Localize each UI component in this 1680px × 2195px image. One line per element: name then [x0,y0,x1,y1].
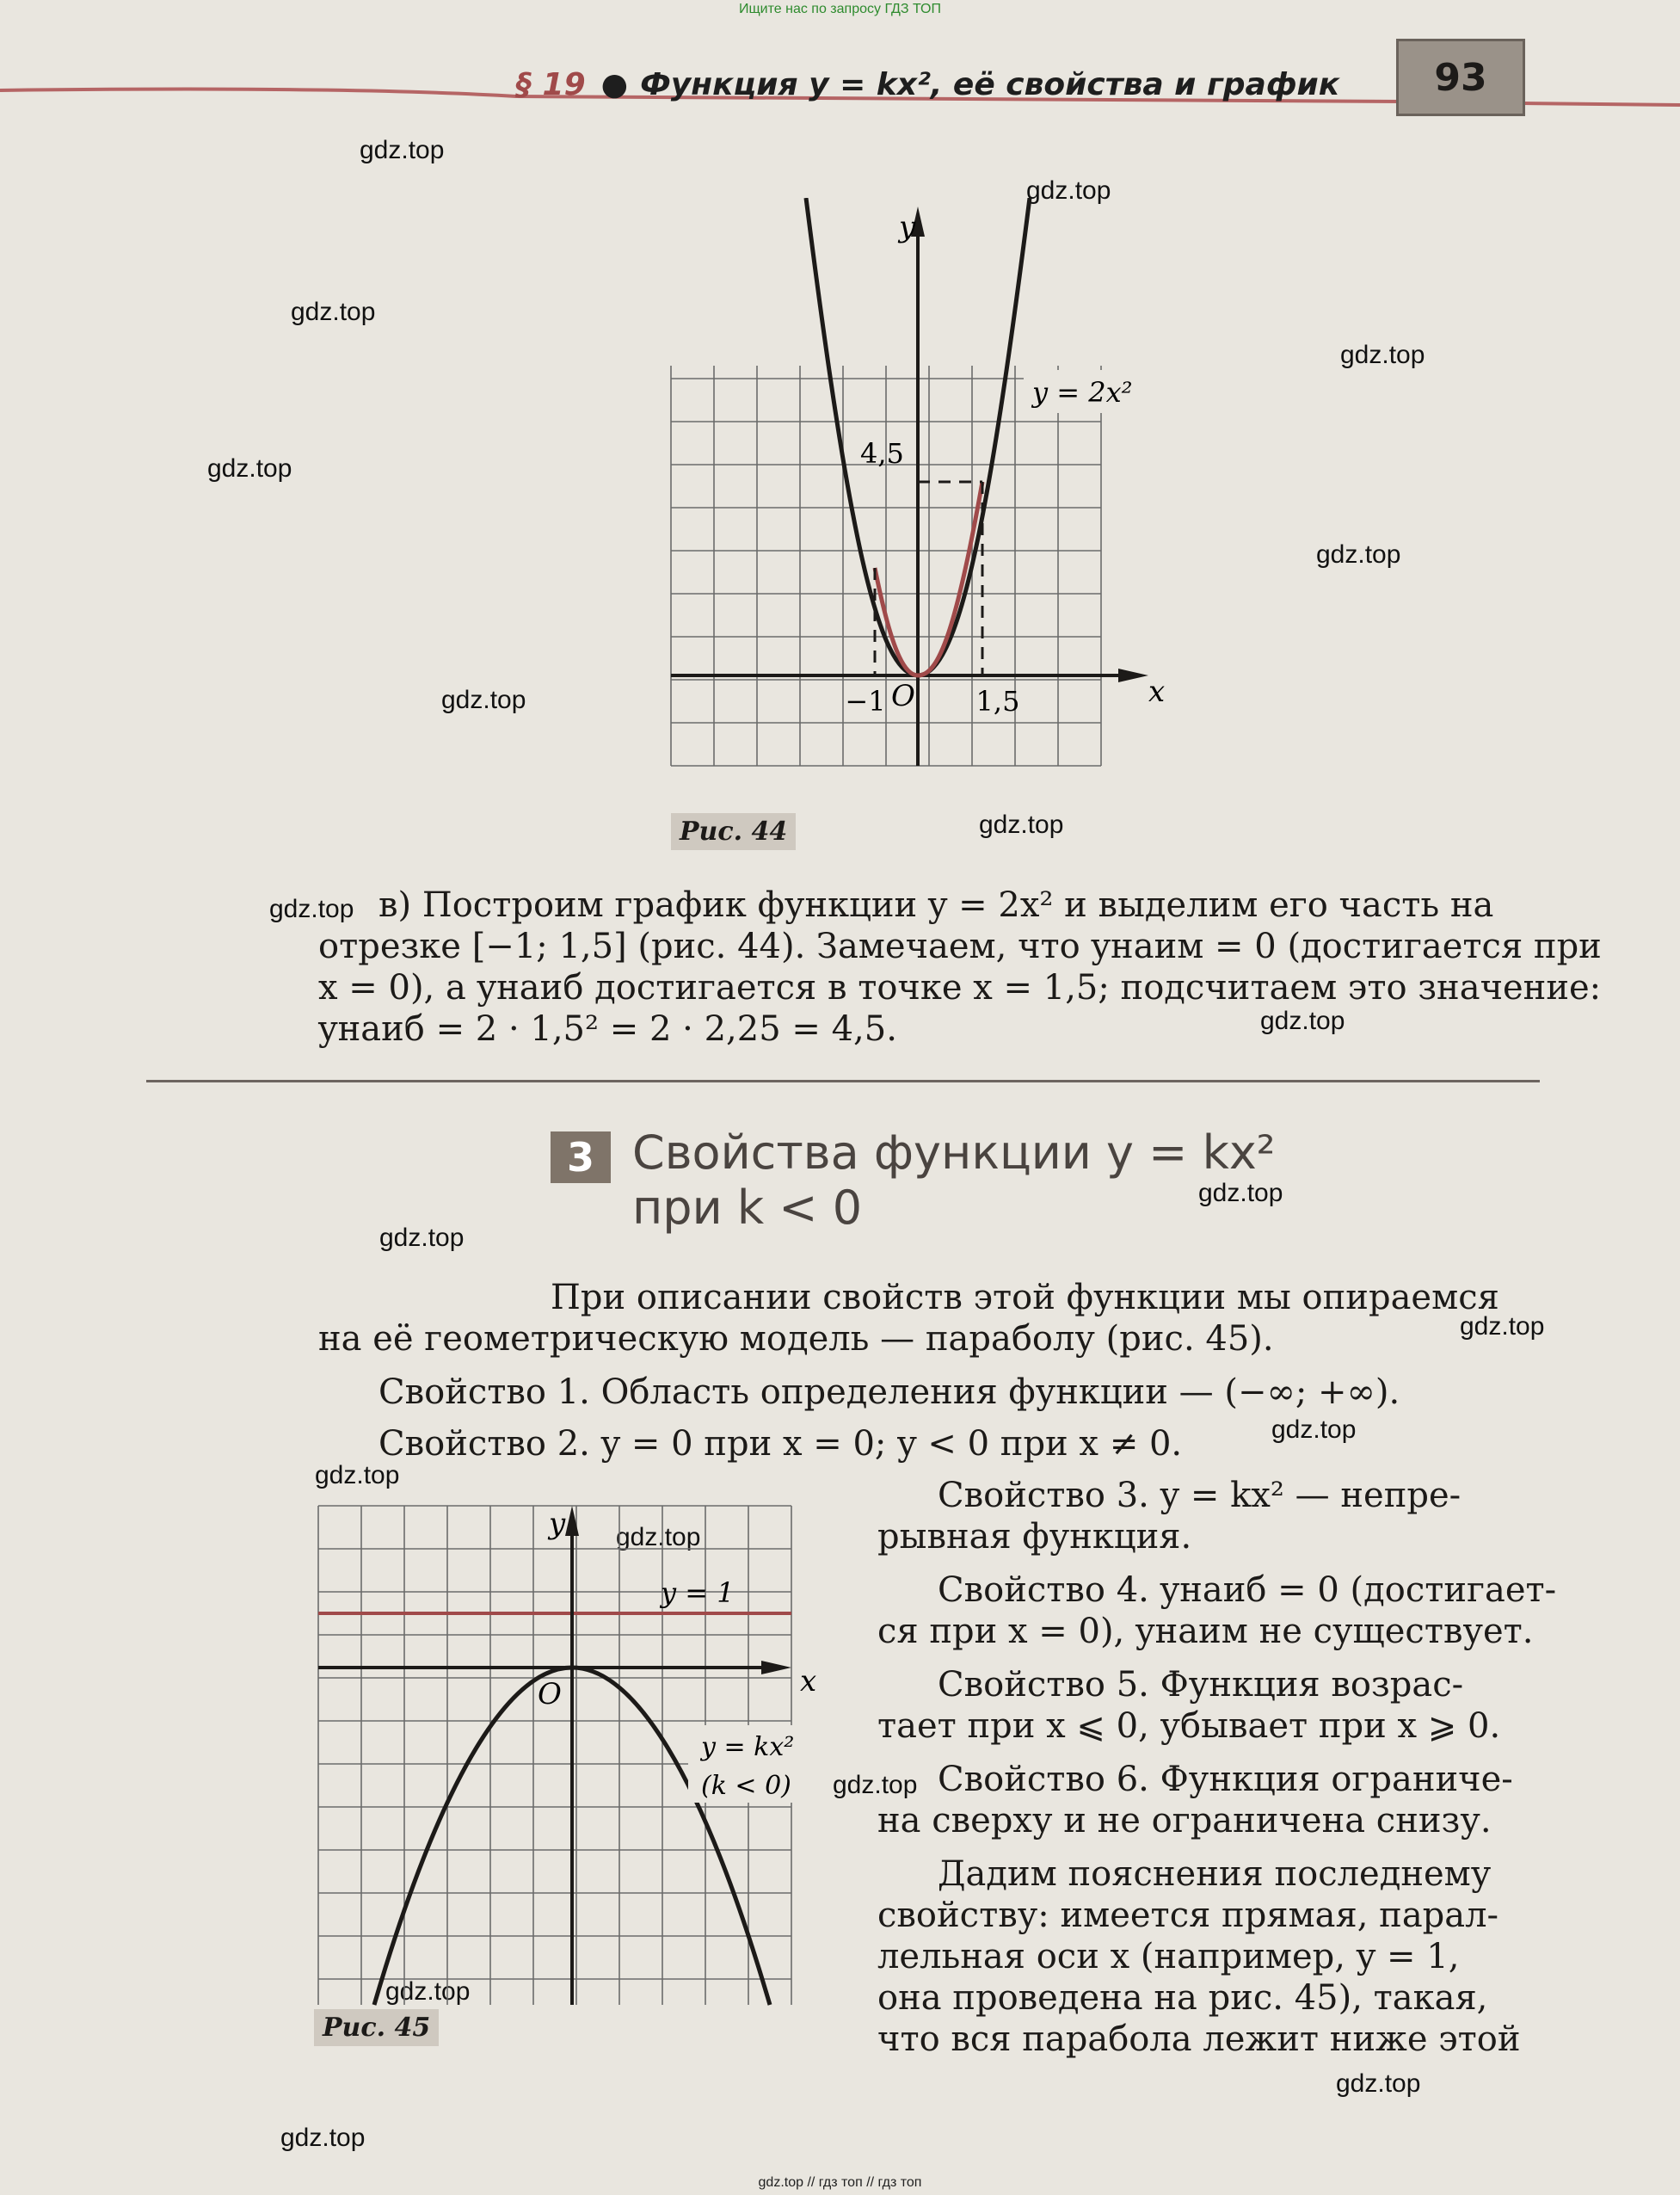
para-v-line1: в) Построим график функции y = 2x² и выделим его часть на [378,885,1494,925]
bottom-watermark-banner: gdz.top // гдз топ // гдз топ [758,2175,922,2190]
watermark-tag: gdz.top [1336,2069,1421,2098]
fig44-45: 4,5 [860,437,904,470]
property-4b: ся при x = 0), yнаим не существует. [877,1612,1534,1651]
property-3b: рывная функция. [877,1517,1192,1557]
fig45-y-label: y [549,1507,566,1541]
property-3a: Свойство 3. y = kx² — непре- [938,1476,1462,1515]
fig44-x-label: x [1148,675,1166,709]
watermark-tag: gdz.top [1026,176,1111,205]
intro-line1: При описании свойств этой функции мы опираемся [551,1278,1499,1317]
fig45-x-label: x [800,1664,817,1699]
top-watermark-banner: Ищите нас по запросу ГДЗ ТОП [739,2,941,16]
explain-line2: свойству: имеется прямая, парал- [877,1896,1499,1935]
watermark-tag: gdz.top [291,298,376,326]
fig44-origin: O [891,679,915,713]
watermark-tag: gdz.top [207,454,292,483]
watermark-tag: gdz.top [1271,1415,1357,1444]
header-title: Функция y = kx², её свойства и график [640,67,1340,102]
fig45-curve-label2: (k < 0) [701,1771,791,1801]
watermark-tag: gdz.top [1260,1007,1345,1035]
section-3-title-line1: Свойства функции y = kx² [632,1125,1276,1180]
fig44-15: 1,5 [975,685,1020,718]
fig45-line-label: y = 1 [661,1576,735,1609]
property-5a: Свойство 5. Функция возрас- [938,1665,1464,1705]
watermark-tag: gdz.top [280,2124,366,2152]
fig44-grid [671,366,1101,766]
watermark-tag: gdz.top [616,1523,701,1551]
property-4a: Свойство 4. yнаиб = 0 (достигает- [938,1570,1557,1610]
explain-line1: Дадим пояснения последнему [938,1854,1492,1894]
section-3-title-line2: при k < 0 [632,1181,863,1235]
watermark-tag: gdz.top [1316,540,1401,569]
watermark-tag: gdz.top [1460,1312,1545,1341]
watermark-tag: gdz.top [269,895,354,923]
section-3-badge: 3 [551,1131,611,1183]
fig44-caption: Рис. 44 [671,813,796,850]
page-number: 93 [1396,39,1525,116]
explain-line3: лельная оси x (например, y = 1, [877,1937,1460,1976]
fig44-curve-label: y = 2x² [1032,376,1133,409]
para-v-line3: x = 0), а yнаиб достигается в точке x = 1,5; подсчитаем это значение: [318,968,1602,1008]
figure-44 [654,198,1187,783]
watermark-tag: gdz.top [833,1771,918,1799]
section-number: § 19 [516,67,586,102]
watermark-tag: gdz.top [315,1461,400,1489]
property-1: Свойство 1. Область определения функции — (−∞; +∞). [378,1372,1400,1412]
section-divider [146,1080,1540,1082]
watermark-tag: gdz.top [379,1224,465,1252]
header-bullet: ● [600,67,629,102]
property-2: Свойство 2. y = 0 при x = 0; y < 0 при x ≠ 0. [378,1424,1183,1464]
fig45-origin: O [538,1677,562,1711]
watermark-tag: gdz.top [1340,341,1425,369]
watermark-tag: gdz.top [1198,1179,1283,1207]
explain-line4: она проведена на рис. 45), такая, [877,1978,1488,2018]
property-6b: на сверху и не ограничена снизу. [877,1801,1492,1840]
para-v-line2: отрезке [−1; 1,5] (рис. 44). Замечаем, что yнаим = 0 (достигается при [318,927,1602,966]
watermark-tag: gdz.top [441,686,526,714]
watermark-tag: gdz.top [385,1977,471,2006]
explain-line5: что вся парабола лежит ниже этой [877,2019,1521,2059]
fig45-curve-label1: y = kx² [701,1732,795,1762]
intro-line2: на её геометрическую модель — параболу (рис. 45). [318,1319,1274,1359]
running-header [516,67,1339,102]
watermark-tag: gdz.top [360,136,445,164]
para-v-line4: yнаиб = 2 · 1,5² = 2 · 2,25 = 4,5. [318,1009,897,1049]
figure-45 [310,1497,826,2013]
property-5b: тает при x ⩽ 0, убывает при x ⩾ 0. [877,1706,1501,1746]
fig44-minus1: −1 [845,685,886,718]
fig44-y-label: y [899,210,916,244]
property-6a: Свойство 6. Функция ограниче- [938,1760,1513,1799]
fig45-caption: Рис. 45 [314,2009,439,2046]
watermark-tag: gdz.top [979,811,1064,839]
